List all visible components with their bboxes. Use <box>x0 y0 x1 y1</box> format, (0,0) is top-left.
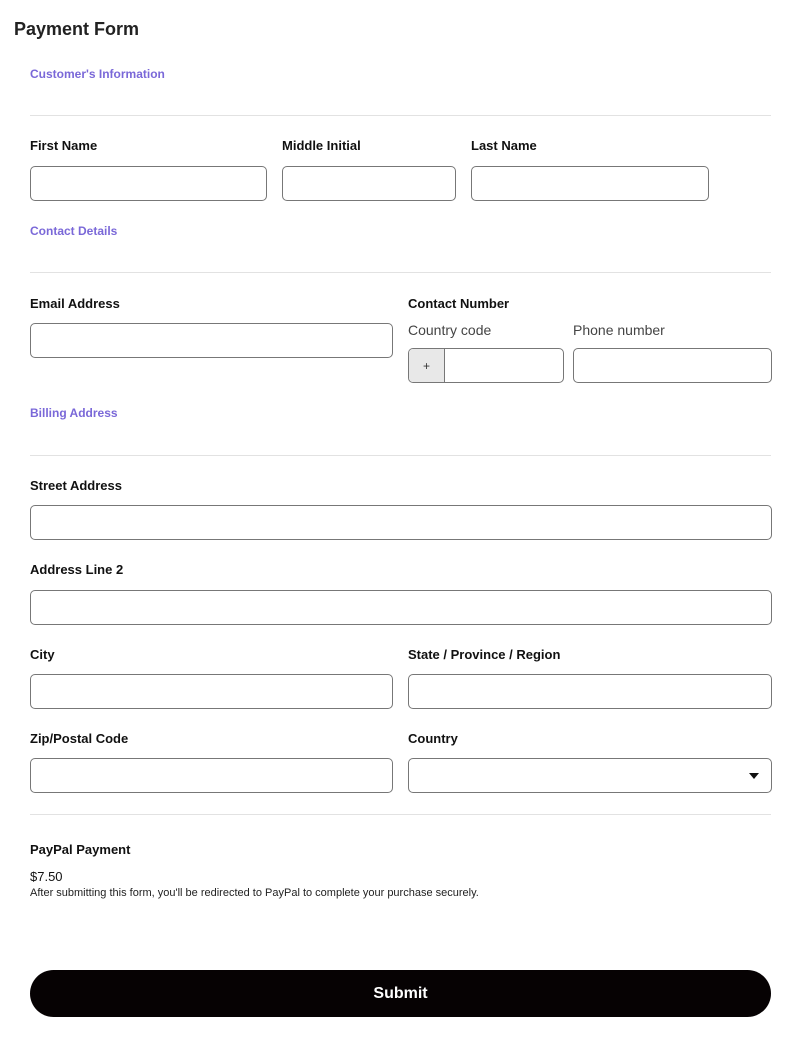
last-name-label: Last Name <box>471 138 537 153</box>
payment-note: After submitting this form, you'll be redirected to PayPal to complete your purchase securely. <box>30 887 479 899</box>
email-input[interactable] <box>30 323 393 358</box>
payment-amount: $7.50 <box>30 869 63 884</box>
section-contact-details: Contact Details <box>30 224 118 238</box>
middle-initial-input[interactable] <box>282 166 456 201</box>
section-customer-info: Customer's Information <box>30 67 165 81</box>
address-line-2-label: Address Line 2 <box>30 562 124 577</box>
submit-button[interactable]: Submit <box>30 970 771 1017</box>
street-address-label: Street Address <box>30 478 122 493</box>
divider <box>30 814 771 815</box>
paypal-payment-heading: PayPal Payment <box>30 842 131 857</box>
city-input[interactable] <box>30 674 393 709</box>
country-code-prefix: + <box>409 349 445 382</box>
country-code-label: Country code <box>408 322 492 338</box>
first-name-label: First Name <box>30 138 98 153</box>
state-input[interactable] <box>408 674 772 709</box>
state-label: State / Province / Region <box>408 647 561 662</box>
address-line-2-input[interactable] <box>30 590 772 625</box>
zip-label: Zip/Postal Code <box>30 731 129 746</box>
zip-input[interactable] <box>30 758 393 793</box>
middle-initial-label: Middle Initial <box>282 138 361 153</box>
section-billing-address: Billing Address <box>30 406 118 420</box>
divider <box>30 272 771 273</box>
country-select[interactable] <box>408 758 772 793</box>
city-label: City <box>30 647 55 662</box>
phone-number-input[interactable] <box>573 348 772 383</box>
page-title: Payment Form <box>14 19 140 39</box>
email-label: Email Address <box>30 296 120 311</box>
chevron-down-icon <box>749 773 759 779</box>
divider <box>30 115 771 116</box>
first-name-input[interactable] <box>30 166 267 201</box>
street-address-input[interactable] <box>30 505 772 540</box>
divider <box>30 455 771 456</box>
country-code-input[interactable] <box>408 348 564 383</box>
country-label: Country <box>408 731 458 746</box>
last-name-input[interactable] <box>471 166 709 201</box>
phone-number-label: Phone number <box>573 322 665 338</box>
contact-number-label: Contact Number <box>408 296 510 311</box>
